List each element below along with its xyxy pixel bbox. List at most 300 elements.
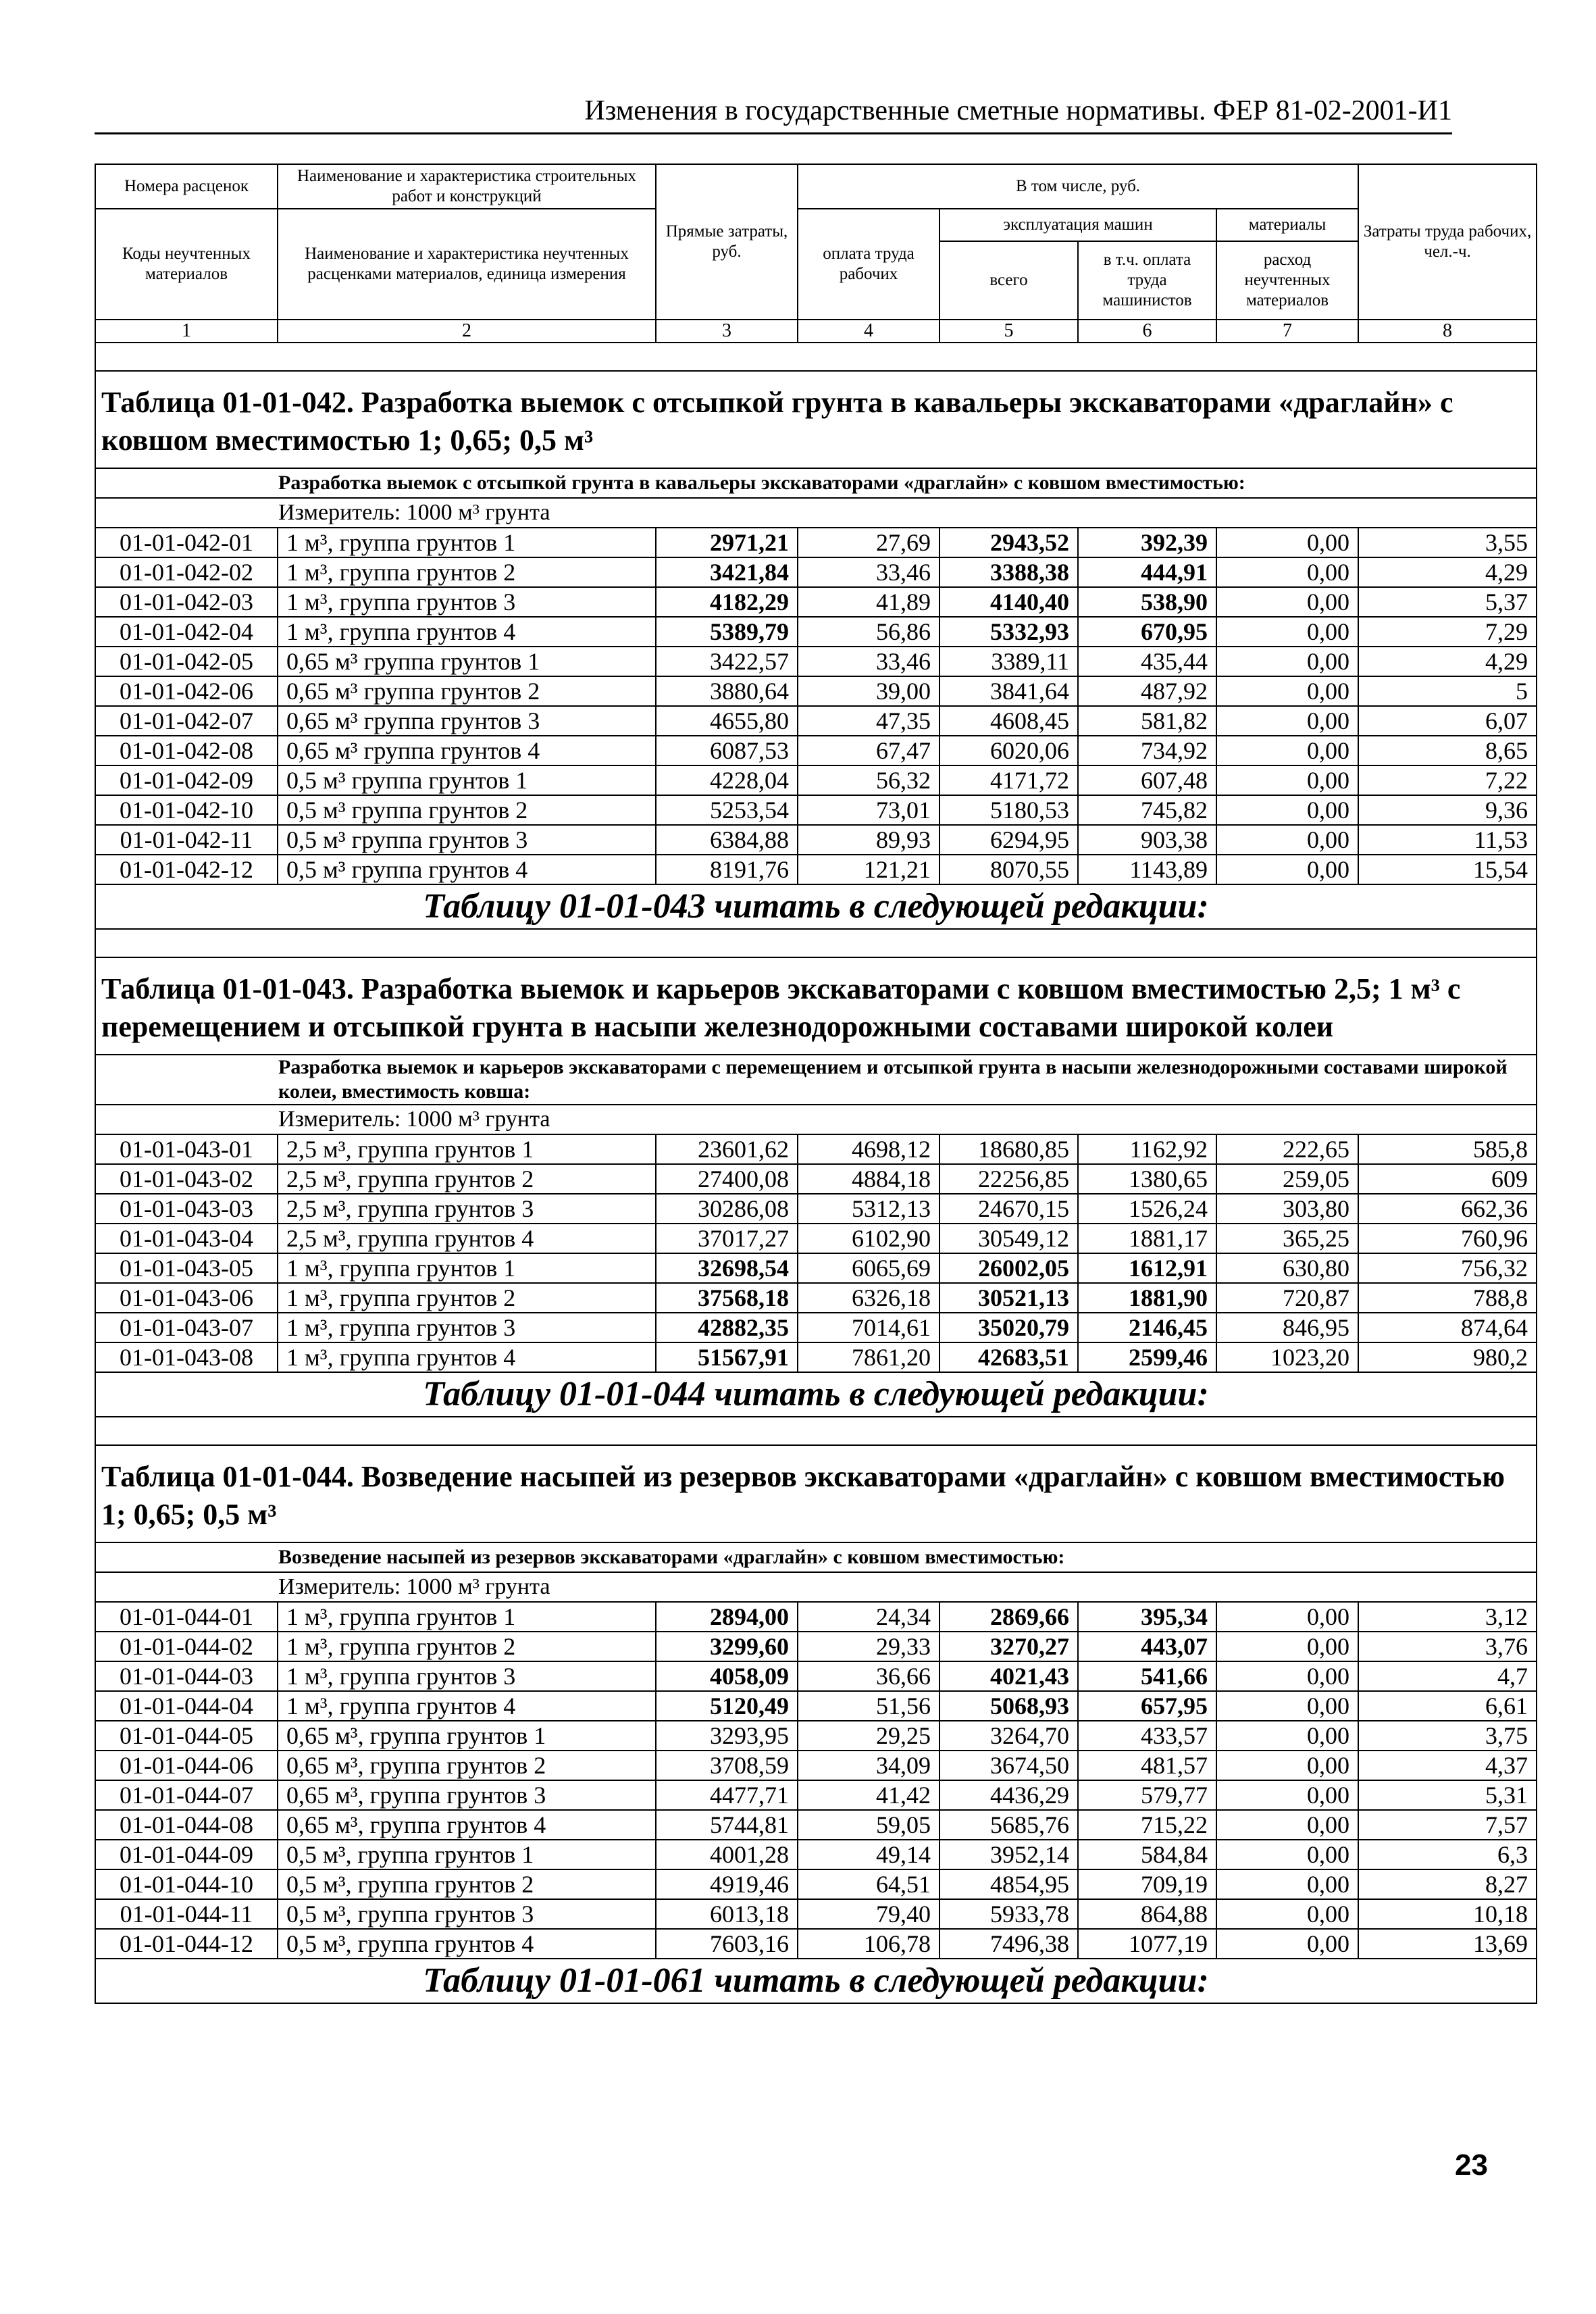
table-cell: 4,7 — [1358, 1661, 1537, 1691]
table-cell: 1 м³, группа грунтов 1 — [278, 1253, 656, 1283]
table-cell: 13,69 — [1358, 1929, 1537, 1959]
table-cell: 0,00 — [1216, 1602, 1358, 1632]
table-cell: 01-01-042-12 — [95, 855, 278, 884]
table-cell: 30286,08 — [656, 1194, 798, 1224]
table-cell: 34,09 — [798, 1751, 939, 1780]
table-cell: 585,8 — [1358, 1134, 1537, 1164]
table-cell: 0,5 м³, группа грунтов 4 — [278, 1929, 656, 1959]
table-cell: 01-01-043-02 — [95, 1164, 278, 1194]
table-cell: 3,75 — [1358, 1721, 1537, 1751]
table-cell: 0,5 м³, группа грунтов 3 — [278, 1899, 656, 1929]
col-including: В том числе, руб. — [798, 164, 1358, 209]
table-title-number: Таблица 01-01-043. — [101, 972, 361, 1005]
table-cell: 657,95 — [1078, 1691, 1216, 1721]
table-title-number: Таблица 01-01-042. — [101, 386, 361, 419]
table-row — [95, 795, 1537, 825]
table-cell: 1 м³, группа грунтов 2 — [278, 1632, 656, 1661]
column-number: 1 — [95, 320, 278, 343]
table-cell: 01-01-044-03 — [95, 1661, 278, 1691]
table-cell: 584,84 — [1078, 1840, 1216, 1869]
table-cell: 7496,38 — [939, 1929, 1078, 1959]
table-cell: 01-01-042-10 — [95, 795, 278, 825]
table-cell: 4140,40 — [939, 587, 1078, 617]
table-cell: 303,80 — [1216, 1194, 1358, 1224]
spacer-row — [95, 929, 1537, 957]
table-cell: 3293,95 — [656, 1721, 798, 1751]
table-cell: 29,33 — [798, 1632, 939, 1661]
table-cell: 1 м³, группа грунтов 3 — [278, 1661, 656, 1691]
table-cell: 5180,53 — [939, 795, 1078, 825]
table-cell: 6326,18 — [798, 1283, 939, 1313]
table-cell: 3,12 — [1358, 1602, 1537, 1632]
table-row — [95, 1751, 1537, 1780]
col-worker-pay: оплата труда рабочих — [798, 209, 939, 320]
table-01-01-042 — [95, 343, 1537, 929]
table-cell: 1 м³, группа грунтов 2 — [278, 557, 656, 587]
table-cell: 51,56 — [798, 1691, 939, 1721]
table-cell: 51567,91 — [656, 1342, 798, 1372]
table-cell: 222,65 — [1216, 1134, 1358, 1164]
table-cell: 3389,11 — [939, 647, 1078, 676]
table-cell: 01-01-042-01 — [95, 528, 278, 557]
table-cell: 756,32 — [1358, 1253, 1537, 1283]
table-01-01-044 — [95, 1417, 1537, 2003]
table-cell: 5332,93 — [939, 617, 1078, 647]
table-cell: 1881,17 — [1078, 1224, 1216, 1253]
table-cell: 8,27 — [1358, 1869, 1537, 1899]
table-cell: 2,5 м³, группа грунтов 4 — [278, 1224, 656, 1253]
table-cell: 2,5 м³, группа грунтов 3 — [278, 1194, 656, 1224]
table-row — [95, 1661, 1537, 1691]
table-cell: 487,92 — [1078, 676, 1216, 706]
table-cell: 0,65 м³, группа грунтов 2 — [278, 1751, 656, 1780]
page-header: Изменения в государственные сметные нормативы. ФЕР 81-02-2001-И1 — [95, 95, 1452, 134]
table-cell: 5120,49 — [656, 1691, 798, 1721]
table-cell: 7,57 — [1358, 1810, 1537, 1840]
table-row — [95, 855, 1537, 884]
table-cell: 1380,65 — [1078, 1164, 1216, 1194]
table-cell: 01-01-044-11 — [95, 1899, 278, 1929]
table-cell: 443,07 — [1078, 1632, 1216, 1661]
table-cell: 395,34 — [1078, 1602, 1216, 1632]
table-cell: 01-01-044-05 — [95, 1721, 278, 1751]
table-cell: 11,53 — [1358, 825, 1537, 855]
table-row — [95, 736, 1537, 765]
table-cell: 0,65 м³ группа грунтов 1 — [278, 647, 656, 676]
table-cell: 30549,12 — [939, 1224, 1078, 1253]
table-cell: 01-01-042-04 — [95, 617, 278, 647]
table-cell: 4,29 — [1358, 557, 1537, 587]
table-cell: 5312,13 — [798, 1194, 939, 1224]
table-cell: 541,66 — [1078, 1661, 1216, 1691]
table-row — [95, 825, 1537, 855]
table-cell: 0,5 м³ группа грунтов 1 — [278, 765, 656, 795]
table-cell: 0,00 — [1216, 1810, 1358, 1840]
table-cell: 0,00 — [1216, 1869, 1358, 1899]
table-cell: 42882,35 — [656, 1313, 798, 1342]
table-cell: 8,65 — [1358, 736, 1537, 765]
table-row — [95, 647, 1537, 676]
table-cell: 6294,95 — [939, 825, 1078, 855]
table-cell: 73,01 — [798, 795, 939, 825]
table-cell: 1 м³, группа грунтов 3 — [278, 1313, 656, 1342]
table-cell: 0,00 — [1216, 706, 1358, 736]
table-cell: 579,77 — [1078, 1780, 1216, 1810]
table-cell: 670,95 — [1078, 617, 1216, 647]
table-cell: 01-01-044-07 — [95, 1780, 278, 1810]
table-cell: 24670,15 — [939, 1194, 1078, 1224]
table-cell: 3388,38 — [939, 557, 1078, 587]
table-cell: 64,51 — [798, 1869, 939, 1899]
unit-of-measure: Измеритель: 1000 м³ грунта — [95, 1105, 1537, 1134]
table-cell: 18680,85 — [939, 1134, 1078, 1164]
table-cell: 7861,20 — [798, 1342, 939, 1372]
table-cell: 1023,20 — [1216, 1342, 1358, 1372]
column-number: 6 — [1078, 320, 1216, 343]
table-cell: 433,57 — [1078, 1721, 1216, 1751]
table-cell: 846,95 — [1216, 1313, 1358, 1342]
table-row — [95, 1632, 1537, 1661]
table-cell: 15,54 — [1358, 855, 1537, 884]
col-rate-number: Номера расценок — [95, 164, 278, 209]
table-cell: 0,65 м³ группа грунтов 2 — [278, 676, 656, 706]
table-cell: 745,82 — [1078, 795, 1216, 825]
table-cell: 2943,52 — [939, 528, 1078, 557]
table-cell: 864,88 — [1078, 1899, 1216, 1929]
table-cell: 6384,88 — [656, 825, 798, 855]
table-cell: 0,00 — [1216, 765, 1358, 795]
table-cell: 0,65 м³ группа грунтов 3 — [278, 706, 656, 736]
table-cell: 6087,53 — [656, 736, 798, 765]
unit-of-measure: Измеритель: 1000 м³ грунта — [95, 498, 1537, 528]
table-cell: 6,61 — [1358, 1691, 1537, 1721]
table-cell: 3299,60 — [656, 1632, 798, 1661]
table-cell: 01-01-043-05 — [95, 1253, 278, 1283]
table-cell: 2971,21 — [656, 528, 798, 557]
table-cell: 01-01-042-11 — [95, 825, 278, 855]
table-cell: 0,00 — [1216, 1840, 1358, 1869]
table-cell: 22256,85 — [939, 1164, 1078, 1194]
table-cell: 1 м³, группа грунтов 4 — [278, 617, 656, 647]
column-number: 7 — [1216, 320, 1358, 343]
table-cell: 0,00 — [1216, 1661, 1358, 1691]
table-cell: 5744,81 — [656, 1810, 798, 1840]
table-cell: 6065,69 — [798, 1253, 939, 1283]
table-cell: 121,21 — [798, 855, 939, 884]
table-cell: 3264,70 — [939, 1721, 1078, 1751]
table-cell: 4477,71 — [656, 1780, 798, 1810]
col-machinist-pay: в т.ч. оплата труда машинистов — [1078, 241, 1216, 320]
column-number: 5 — [939, 320, 1078, 343]
table-row — [95, 1194, 1537, 1224]
table-cell: 1162,92 — [1078, 1134, 1216, 1164]
table-row — [95, 1224, 1537, 1253]
table-cell: 2146,45 — [1078, 1313, 1216, 1342]
column-numbers-row — [95, 320, 1537, 343]
table-cell: 5685,76 — [939, 1810, 1078, 1840]
table-cell: 1 м³, группа грунтов 3 — [278, 587, 656, 617]
table-cell: 2,5 м³, группа грунтов 2 — [278, 1164, 656, 1194]
table-cell: 01-01-044-04 — [95, 1691, 278, 1721]
table-cell: 720,87 — [1216, 1283, 1358, 1313]
table-cell: 0,65 м³, группа грунтов 4 — [278, 1810, 656, 1840]
table-cell: 365,25 — [1216, 1224, 1358, 1253]
rates-table — [95, 164, 1537, 2004]
table-row — [95, 1313, 1537, 1342]
table-cell: 3952,14 — [939, 1840, 1078, 1869]
table-cell: 26002,05 — [939, 1253, 1078, 1283]
table-cell: 4021,43 — [939, 1661, 1078, 1691]
col-material-use: расход неучтенных материалов — [1216, 241, 1358, 320]
table-cell: 106,78 — [798, 1929, 939, 1959]
table-cell: 0,00 — [1216, 1632, 1358, 1661]
table-cell: 0,65 м³ группа грунтов 4 — [278, 736, 656, 765]
table-row — [95, 765, 1537, 795]
table-cell: 8191,76 — [656, 855, 798, 884]
table-cell: 2894,00 — [656, 1602, 798, 1632]
table-cell: 5253,54 — [656, 795, 798, 825]
table-cell: 4436,29 — [939, 1780, 1078, 1810]
table-cell: 0,5 м³ группа грунтов 3 — [278, 825, 656, 855]
table-cell: 01-01-043-07 — [95, 1313, 278, 1342]
col-materials: материалы — [1216, 209, 1358, 241]
table-cell: 3421,84 — [656, 557, 798, 587]
table-cell: 5,31 — [1358, 1780, 1537, 1810]
col-material-name: Наименование и характеристика неучтенных расценками материалов, единица измерения — [278, 209, 656, 320]
table-cell: 0,00 — [1216, 1691, 1358, 1721]
table-cell: 3422,57 — [656, 647, 798, 676]
table-row — [95, 617, 1537, 647]
table-row — [95, 676, 1537, 706]
table-cell: 760,96 — [1358, 1224, 1537, 1253]
table-title — [95, 371, 1537, 468]
table-cell: 27,69 — [798, 528, 939, 557]
column-number: 3 — [656, 320, 798, 343]
table-cell: 56,86 — [798, 617, 939, 647]
table-cell: 481,57 — [1078, 1751, 1216, 1780]
table-cell: 4001,28 — [656, 1840, 798, 1869]
table-cell: 4608,45 — [939, 706, 1078, 736]
table-cell: 01-01-044-10 — [95, 1869, 278, 1899]
table-cell: 1612,91 — [1078, 1253, 1216, 1283]
table-01-01-043 — [95, 929, 1537, 1417]
table-cell: 36,66 — [798, 1661, 939, 1691]
table-cell: 01-01-044-12 — [95, 1929, 278, 1959]
table-cell: 30521,13 — [939, 1283, 1078, 1313]
table-cell: 1 м³, группа грунтов 1 — [278, 1602, 656, 1632]
table-cell: 39,00 — [798, 676, 939, 706]
table-cell: 1143,89 — [1078, 855, 1216, 884]
table-cell: 4,29 — [1358, 647, 1537, 676]
table-row — [95, 1899, 1537, 1929]
table-cell: 607,48 — [1078, 765, 1216, 795]
table-cell: 01-01-042-06 — [95, 676, 278, 706]
table-row — [95, 557, 1537, 587]
col-direct-costs: Прямые затраты, руб. — [656, 164, 798, 320]
table-cell: 0,00 — [1216, 1780, 1358, 1810]
table-row — [95, 1869, 1537, 1899]
edition-note: Таблицу 01-01-043 читать в следующей редакции: — [95, 884, 1537, 929]
table-cell: 5068,93 — [939, 1691, 1078, 1721]
table-cell: 3,76 — [1358, 1632, 1537, 1661]
table-cell: 662,36 — [1358, 1194, 1537, 1224]
edition-note: Таблицу 01-01-044 читать в следующей редакции: — [95, 1372, 1537, 1417]
table-cell: 1 м³, группа грунтов 2 — [278, 1283, 656, 1313]
table-title — [95, 1445, 1537, 1542]
table-cell: 7014,61 — [798, 1313, 939, 1342]
table-cell: 01-01-044-01 — [95, 1602, 278, 1632]
col-machine-operation: эксплуатация машин — [939, 209, 1216, 241]
table-cell: 5933,78 — [939, 1899, 1078, 1929]
table-cell: 01-01-044-09 — [95, 1840, 278, 1869]
table-cell: 27400,08 — [656, 1164, 798, 1194]
table-cell: 538,90 — [1078, 587, 1216, 617]
spacer-row — [95, 343, 1537, 371]
table-cell: 0,00 — [1216, 676, 1358, 706]
col-machine-total: всего — [939, 241, 1078, 320]
table-cell: 3674,50 — [939, 1751, 1078, 1780]
table-cell: 734,92 — [1078, 736, 1216, 765]
table-cell: 1 м³, группа грунтов 4 — [278, 1691, 656, 1721]
table-cell: 29,25 — [798, 1721, 939, 1751]
table-cell: 3270,27 — [939, 1632, 1078, 1661]
col-material-codes: Коды неучтенных материалов — [95, 209, 278, 320]
section-heading: Разработка выемок и карьеров экскаваторами с перемещением и отсыпкой грунта в насыпи железнодорожными составами широкой колеи, вместимость ковша: — [95, 1055, 1537, 1105]
table-row — [95, 1691, 1537, 1721]
table-cell: 01-01-043-04 — [95, 1224, 278, 1253]
table-cell: 6013,18 — [656, 1899, 798, 1929]
table-cell: 4655,80 — [656, 706, 798, 736]
table-cell: 01-01-044-02 — [95, 1632, 278, 1661]
table-title-text: Возведение насыпей из резервов экскаваторами «драглайн» с ковшом вместимостью 1; 0,65; 0,5 м³ — [101, 1460, 1505, 1531]
table-cell: 715,22 — [1078, 1810, 1216, 1840]
column-number: 4 — [798, 320, 939, 343]
table-title — [95, 957, 1537, 1055]
table-row — [95, 1929, 1537, 1959]
table-cell: 37568,18 — [656, 1283, 798, 1313]
table-cell: 01-01-042-05 — [95, 647, 278, 676]
table-cell: 01-01-042-08 — [95, 736, 278, 765]
table-cell: 01-01-044-08 — [95, 1810, 278, 1840]
table-cell: 0,00 — [1216, 1721, 1358, 1751]
table-cell: 6,3 — [1358, 1840, 1537, 1869]
table-row — [95, 1253, 1537, 1283]
table-cell: 0,5 м³, группа грунтов 2 — [278, 1869, 656, 1899]
table-cell: 0,00 — [1216, 587, 1358, 617]
table-row — [95, 706, 1537, 736]
table-cell: 3,55 — [1358, 528, 1537, 557]
table-cell: 1077,19 — [1078, 1929, 1216, 1959]
table-cell: 0,00 — [1216, 1899, 1358, 1929]
table-cell: 0,00 — [1216, 617, 1358, 647]
table-cell: 0,00 — [1216, 795, 1358, 825]
table-row — [95, 1840, 1537, 1869]
table-cell: 01-01-043-03 — [95, 1194, 278, 1224]
table-cell: 1881,90 — [1078, 1283, 1216, 1313]
col-work-name: Наименование и характеристика строительных работ и конструкций — [278, 164, 656, 209]
table-cell: 0,5 м³ группа грунтов 4 — [278, 855, 656, 884]
table-cell: 42683,51 — [939, 1342, 1078, 1372]
table-cell: 709,19 — [1078, 1869, 1216, 1899]
table-cell: 01-01-043-08 — [95, 1342, 278, 1372]
table-cell: 7,29 — [1358, 617, 1537, 647]
table-cell: 5389,79 — [656, 617, 798, 647]
table-cell: 01-01-043-06 — [95, 1283, 278, 1313]
table-cell: 4228,04 — [656, 765, 798, 795]
table-cell: 8070,55 — [939, 855, 1078, 884]
table-cell: 1 м³, группа грунтов 1 — [278, 528, 656, 557]
table-cell: 0,00 — [1216, 1929, 1358, 1959]
table-cell: 56,32 — [798, 765, 939, 795]
table-cell: 0,00 — [1216, 1751, 1358, 1780]
table-cell: 2869,66 — [939, 1602, 1078, 1632]
table-cell: 581,82 — [1078, 706, 1216, 736]
table-cell: 392,39 — [1078, 528, 1216, 557]
table-cell: 788,8 — [1358, 1283, 1537, 1313]
table-cell: 4884,18 — [798, 1164, 939, 1194]
table-cell: 01-01-042-09 — [95, 765, 278, 795]
table-cell: 1526,24 — [1078, 1194, 1216, 1224]
table-cell: 59,05 — [798, 1810, 939, 1840]
table-cell: 1 м³, группа грунтов 4 — [278, 1342, 656, 1372]
table-cell: 7,22 — [1358, 765, 1537, 795]
table-row — [95, 1780, 1537, 1810]
table-title-text: Разработка выемок с отсыпкой грунта в кавальеры экскаваторами «драглайн» с ковшом вместимостью 1; 0,65; 0,5 м³ — [101, 386, 1453, 457]
table-header — [95, 164, 1537, 343]
table-cell: 01-01-043-01 — [95, 1134, 278, 1164]
column-number: 2 — [278, 320, 656, 343]
table-cell: 23601,62 — [656, 1134, 798, 1164]
table-row — [95, 1342, 1537, 1372]
table-cell: 35020,79 — [939, 1313, 1078, 1342]
table-cell: 0,00 — [1216, 647, 1358, 676]
table-cell: 47,35 — [798, 706, 939, 736]
table-cell: 67,47 — [798, 736, 939, 765]
table-cell: 37017,27 — [656, 1224, 798, 1253]
table-cell: 2599,46 — [1078, 1342, 1216, 1372]
col-labor-hours: Затраты труда рабочих, чел.-ч. — [1358, 164, 1537, 320]
table-row — [95, 1602, 1537, 1632]
table-cell: 874,64 — [1358, 1313, 1537, 1342]
table-cell: 5 — [1358, 676, 1537, 706]
unit-of-measure: Измеритель: 1000 м³ грунта — [95, 1572, 1537, 1602]
table-cell: 0,00 — [1216, 855, 1358, 884]
table-cell: 259,05 — [1216, 1164, 1358, 1194]
table-row — [95, 528, 1537, 557]
table-cell: 435,44 — [1078, 647, 1216, 676]
table-cell: 3880,64 — [656, 676, 798, 706]
table-cell: 01-01-042-07 — [95, 706, 278, 736]
table-cell: 0,00 — [1216, 736, 1358, 765]
table-cell: 6102,90 — [798, 1224, 939, 1253]
section-heading: Разработка выемок с отсыпкой грунта в кавальеры экскаваторами «драглайн» с ковшом вместимостью: — [95, 468, 1537, 498]
table-cell: 0,00 — [1216, 528, 1358, 557]
table-row — [95, 587, 1537, 617]
table-cell: 0,5 м³ группа грунтов 2 — [278, 795, 656, 825]
table-cell: 01-01-042-02 — [95, 557, 278, 587]
table-cell: 33,46 — [798, 557, 939, 587]
table-cell: 0,00 — [1216, 825, 1358, 855]
table-row — [95, 1283, 1537, 1313]
table-cell: 4854,95 — [939, 1869, 1078, 1899]
table-cell: 89,93 — [798, 825, 939, 855]
table-cell: 0,65 м³, группа грунтов 3 — [278, 1780, 656, 1810]
table-title-number: Таблица 01-01-044. — [101, 1460, 361, 1493]
table-cell: 4,37 — [1358, 1751, 1537, 1780]
table-row — [95, 1721, 1537, 1751]
page-number: 23 — [1455, 2148, 1488, 2182]
table-cell: 3841,64 — [939, 676, 1078, 706]
